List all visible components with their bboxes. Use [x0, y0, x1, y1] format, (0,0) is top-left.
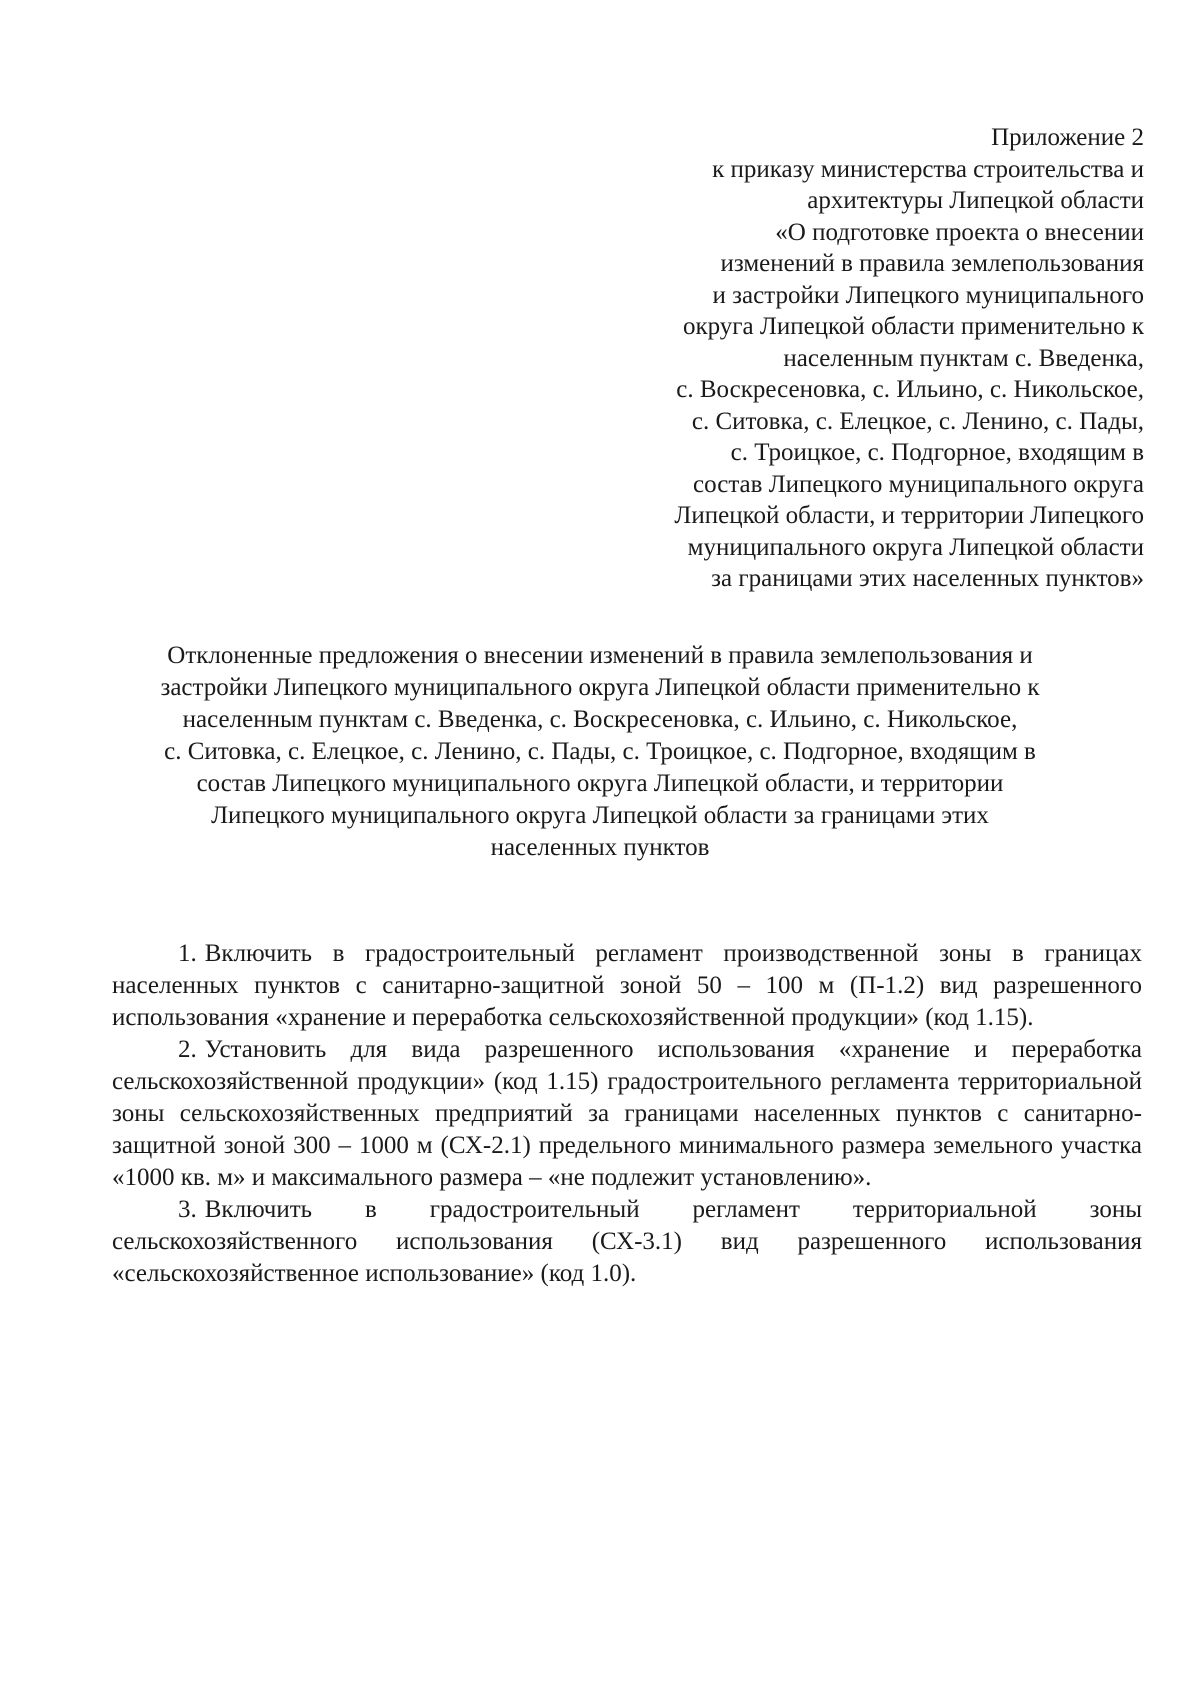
title-line: состав Липецкого муниципального округа Липецкой области, и территории [196, 770, 1004, 797]
title-line: Липецкого муниципального округа Липецкой области за границами этих [211, 802, 989, 829]
annex-line: за границами этих населенных пунктов» [711, 565, 1144, 592]
item-number: 1. [178, 940, 197, 967]
item-number: 2. [178, 1036, 197, 1063]
annex-line: изменений в правила землепользования [720, 250, 1144, 277]
title-line: застройки Липецкого муниципального округа Липецкой области применительно к [160, 674, 1040, 701]
title-line: населенных пунктов [490, 834, 710, 861]
item-number: 3. [178, 1196, 197, 1223]
item-text: Включить в градостроительный регламент территориальной зоны сельскохозяйственного использования (СХ-3.1) вид разрешенного использования «сельскохозяйственное использование» (код 1.0). [112, 1196, 1142, 1287]
annex-line: муниципального округа Липецкой области [687, 533, 1144, 561]
item-text: Установить для вида разрешенного использования «хранение и переработка сельскохозяйственной продукции» (код 1.15) градостроительного регламента территориальной зоны сельскохозяйственных предприятий за границами населенных пунктов с санитарно-защитной зоной 300 – 1000 м (СХ-2.1) предельного минимального размера земельного участка «1000 кв. м» и максимального размера – «не подлежит установлению». [112, 1036, 1142, 1191]
item-text: Включить в градостроительный регламент производственной зоны в границах населенных пунктов с санитарно-защитной зоной 50 – 100 м (П-1.2) вид разрешенного использования «хранение и переработка сельскохозяйственной продукции» (код 1.15). [112, 940, 1142, 1031]
annex-line: с. Воскресеновка, с. Ильино, с. Никольское, [676, 376, 1144, 403]
annex-block [584, 122, 1144, 595]
annex-line: архитектуры Липецкой области [807, 187, 1144, 214]
annex-line: «О подготовке проекта о внесении [775, 218, 1144, 246]
annex-line: к приказу министерства строительства и [712, 155, 1144, 183]
list-item [112, 938, 1142, 1034]
title-line: населенным пунктам с. Введенка, с. Воскресеновка, с. Ильино, с. Никольское, [182, 706, 1018, 733]
annex-line: Приложение 2 [991, 124, 1144, 151]
annex-line: с. Ситовка, с. Елецкое, с. Ленино, с. Пады, [691, 407, 1144, 435]
annex-line: с. Троицкое, с. Подгорное, входящим в [730, 439, 1144, 466]
title-line: с. Ситовка, с. Елецкое, с. Ленино, с. Пады, с. Троицкое, с. Подгорное, входящим в [164, 738, 1036, 765]
annex-line: Липецкой области, и территории Липецкого [674, 502, 1144, 529]
list-item [112, 1194, 1142, 1290]
list-item [112, 1034, 1142, 1194]
annex-line: и застройки Липецкого муниципального [712, 281, 1144, 309]
annex-line: округа Липецкой области применительно к [682, 313, 1144, 340]
annex-line: населенным пунктам с. Введенка, [783, 344, 1144, 372]
title-line: Отклоненные предложения о внесении изменений в правила землепользования и [167, 642, 1033, 669]
document-title [100, 640, 1100, 864]
document-body [112, 938, 1142, 1290]
annex-line: состав Липецкого муниципального округа [693, 470, 1144, 498]
